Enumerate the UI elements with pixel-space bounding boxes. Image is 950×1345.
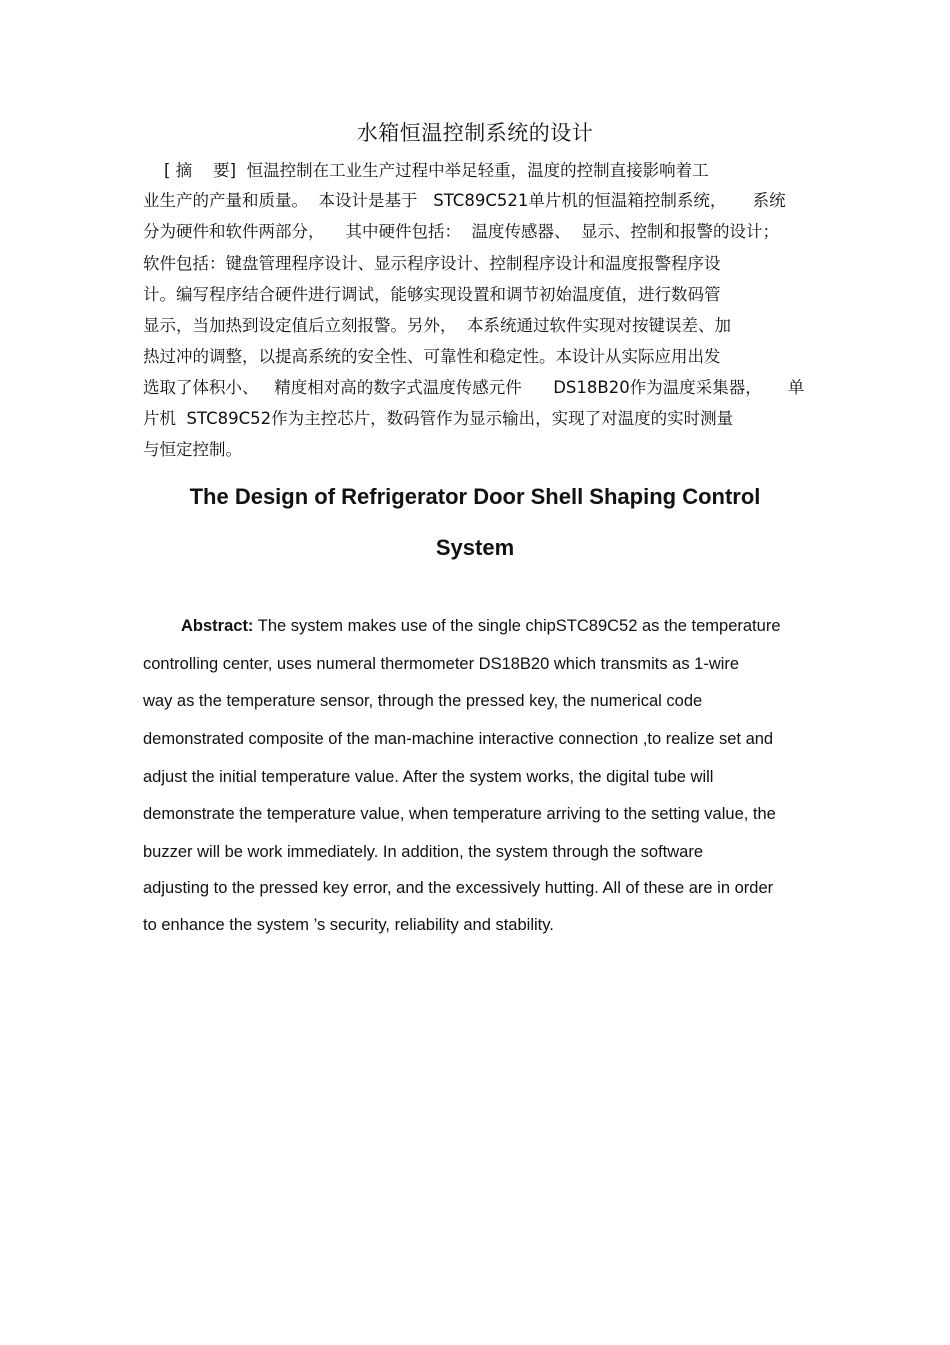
- chinese-abstract-line: 热过冲的调整，以提高系统的安全性、可靠性和稳定性。本设计从实际应用出发: [143, 347, 721, 366]
- english-abstract-line: demonstrate the temperature value, when temperature arriving to the setting value, the: [143, 805, 776, 823]
- chinese-abstract-line: 计。编写程序结合硬件进行调试，能够实现设置和调节初始温度值，进行数码管: [143, 285, 721, 304]
- chinese-abstract-line: 业生产的产量和质量。 本设计是基于 STC89C521单片机的恒温箱控制系统， 系统: [143, 191, 786, 210]
- chinese-abstract-line: 选取了体积小、 精度相对高的数字式温度传感元件 DS18B20作为温度采集器， 单: [143, 378, 805, 397]
- english-abstract-line: to enhance the system ’s security, reliability and stability.: [143, 916, 554, 934]
- abstract-label: Abstract:: [181, 617, 254, 635]
- english-abstract-line: adjusting to the pressed key error, and the excessively hutting. All of these are in order: [143, 879, 774, 897]
- english-abstract-first-line: [181, 615, 821, 637]
- chinese-abstract-line: 分为硬件和软件两部分， 其中硬件包括： 温度传感器、 显示、控制和报警的设计；: [143, 222, 779, 241]
- abstract-first-line-text: The system makes use of the single chipSTC89C52 as the temperature: [257, 617, 781, 635]
- english-abstract-line: buzzer will be work immediately. In addition, the system through the software: [143, 843, 704, 861]
- chinese-abstract-line: 显示，当加热到设定值后立刻报警。另外， 本系统通过软件实现对按键误差、加: [143, 316, 731, 335]
- english-title-line-2: System: [435, 535, 515, 560]
- chinese-abstract-line: 软件包括：键盘管理程序设计、显示程序设计、控制程序设计和温度报警程序设: [143, 254, 721, 273]
- chinese-abstract-line: 与恒定控制。: [143, 440, 242, 459]
- english-abstract-line: adjust the initial temperature value. After the system works, the digital tube will: [143, 768, 714, 786]
- english-abstract-line: controlling center, uses numeral thermometer DS18B20 which transmits as 1-wire: [143, 655, 740, 673]
- english-abstract-line: demonstrated composite of the man-machine interactive connection ,to realize set and: [143, 730, 774, 748]
- chinese-abstract-line: [ 摘 要] 恒温控制在工业生产过程中举足轻重，温度的控制直接影响着工: [143, 161, 709, 180]
- chinese-abstract-line: 片机 STC89C52作为主控芯片，数码管作为显示输出，实现了对温度的实时测量: [143, 409, 734, 428]
- english-title-line-1: The Design of Refrigerator Door Shell Shaping Control: [189, 484, 761, 509]
- chinese-title: 水箱恒温控制系统的设计: [356, 121, 594, 145]
- english-abstract-line: way as the temperature sensor, through the pressed key, the numerical code: [143, 692, 703, 710]
